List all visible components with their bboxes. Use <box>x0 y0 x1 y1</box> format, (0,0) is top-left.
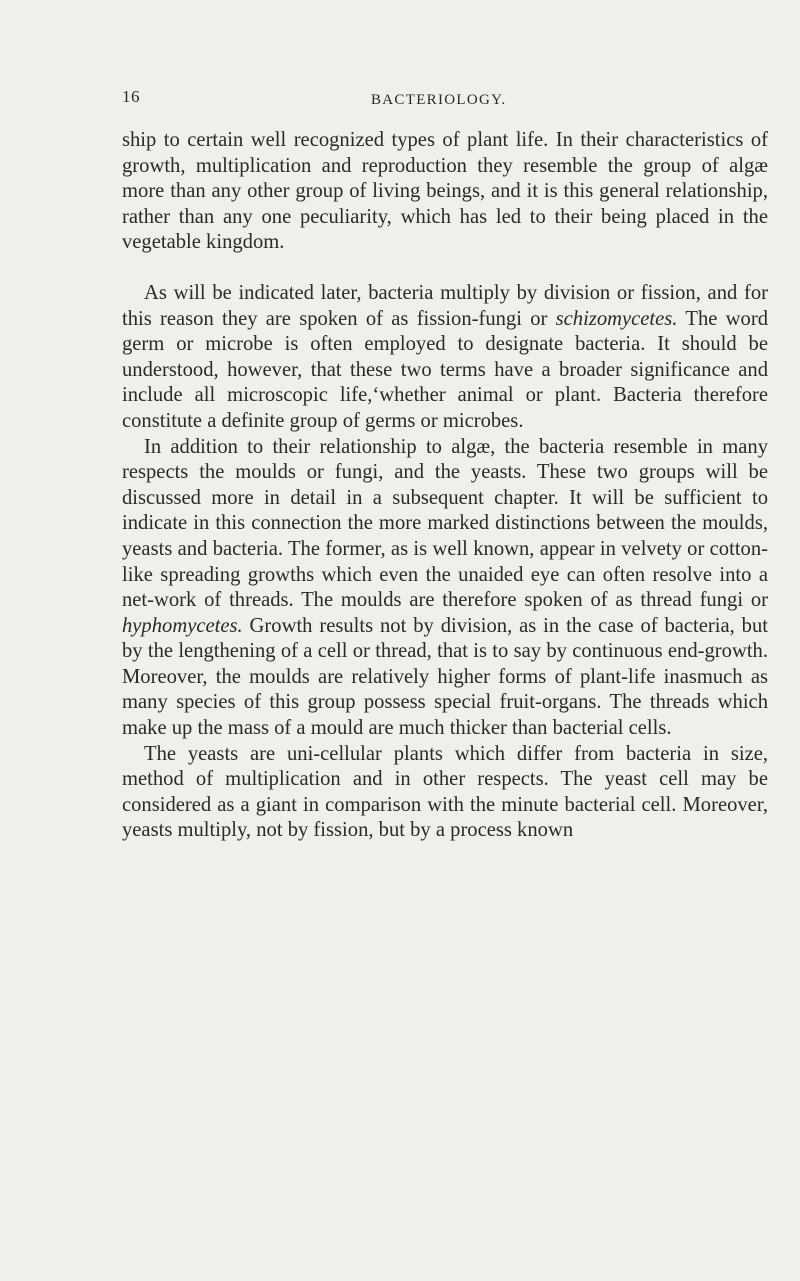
running-head: BACTERIOLOGY. <box>371 92 507 108</box>
paragraph-3-text-b: Growth results not by division, as in the case of bacteria, but by the lengthening of a cell or thread, that is to say by continuous end-growth. Moreover, the moulds are relatively higher forms of plant-life inasmuch as many species of this group possess special fruit-organs. The threads which make up the mass of a mould are much thicker than bacterial cells. <box>122 614 768 740</box>
term-schizomycetes: schizomycetes. <box>555 307 678 330</box>
paragraph-3 <box>122 435 768 742</box>
paragraph-4 <box>122 742 768 844</box>
paragraph-1-text: ship to certain well recognized types of plant life. In their characteristics of growth, multiplication and reproduction they resemble the group of algæ more than any other group of living beings, and it is this general relationship, rather than any one peculiarity, which has led to their being placed in the vegetable kingdom. <box>122 129 768 254</box>
paragraph-2 <box>122 281 768 435</box>
page-number: 16 <box>122 87 140 106</box>
paragraph-2-text-b: The word germ or microbe is often employed to designate bacteria. It should be understood, however, that these two terms have a broader significance and include all microscopic life,‘whether animal or plant. Bacteria therefore constitute a definite group of germs or microbes. <box>122 307 768 432</box>
paragraph-3-text-a: In addition to their relationship to algæ, the bacteria resemble in many respects the moulds or fungi, and the yeasts. These two groups will be discussed more in detail in a subsequent chapter. It will be sufficient to indicate in this connection the more marked distinctions between the moulds, yeasts and bacteria. The former, as is well known, appear in velvety or cotton-like spreading growths which even the unaided eye can often resolve into a net-work of threads. The moulds are therefore spoken of as thread fungi or <box>122 435 768 612</box>
body-text <box>122 128 768 844</box>
paragraph-2-text-a: As will be indicated later, bacteria multiply by division or fission, and for this reason they are spoken of as fission-fungi or <box>122 281 768 330</box>
paragraph-4-text: The yeasts are uni-cellular plants which differ from bacteria in size, method of multiplication and in other respects. The yeast cell may be considered as a giant in comparison with the minute bacterial cell. Moreover, yeasts multiply, not by fission, but by a process known <box>122 742 768 842</box>
term-hyphomycetes: hyphomycetes. <box>122 614 243 637</box>
paragraph-1 <box>122 128 768 256</box>
